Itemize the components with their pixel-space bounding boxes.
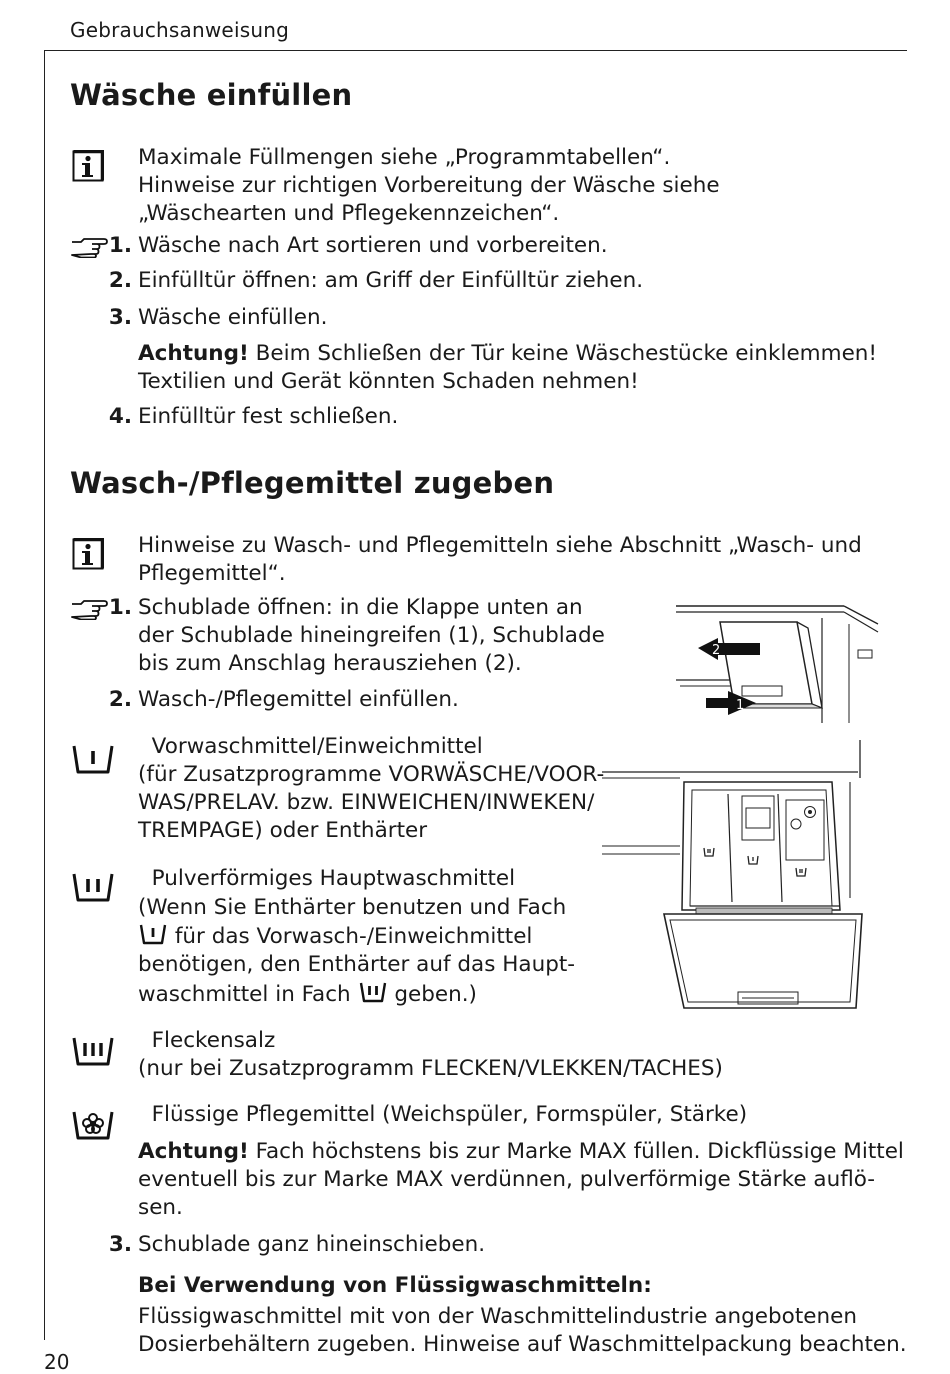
mainwash-title: Pulverförmiges Hauptwaschmittel xyxy=(151,866,516,891)
warning-line: Fach höchstens bis zur Marke MAX füllen. Dickflüssige Mittel xyxy=(248,1139,904,1164)
section-title-waschmittel-zugeben: Wasch-/Pflegemittel zugeben xyxy=(70,466,555,500)
step-number: 1. xyxy=(108,595,132,620)
info-icon xyxy=(72,538,104,570)
mainwash-text xyxy=(138,980,477,1010)
info-line: „Wäschearten und Pflegekennzeichen“. xyxy=(138,201,560,226)
info-line: Hinweise zu Wasch- und Pflegemitteln siehe Abschnitt „Wasch- und xyxy=(138,533,862,558)
info-line: Pflegemittel“. xyxy=(138,561,286,586)
step-number: 2. xyxy=(108,687,132,712)
section-title-waesche-einfuellen: Wäsche einfüllen xyxy=(70,78,353,112)
warning-line: Beim Schließen der Tür keine Wäschestücke einklemmen! xyxy=(248,341,878,366)
softener-warning xyxy=(138,1138,904,1167)
softener-flower-icon xyxy=(70,1108,116,1142)
mainwash-text xyxy=(138,922,532,952)
info-icon xyxy=(72,150,104,182)
softener-title: Flüssige Pflegemittel (Weichspüler, Formspüler, Stärke) xyxy=(151,1102,748,1127)
stain-text: (nur bei Zusatzprogramm FLECKEN/VLEKKEN/TACHES) xyxy=(138,1056,723,1081)
stain-salt-compartment-icon xyxy=(70,1034,116,1068)
step-text: Schublade ganz hineinschieben. xyxy=(138,1232,486,1257)
mainwash-text: benötigen, den Enthärter auf das Haupt- xyxy=(138,952,576,977)
prewash-text xyxy=(138,733,483,762)
softener-text xyxy=(138,1101,747,1130)
step-text: Einfülltür fest schließen. xyxy=(138,404,399,429)
mainwash-text: (Wenn Sie Enthärter benutzen und Fach xyxy=(138,895,567,920)
header-rule xyxy=(44,50,907,51)
prewash-text: (für Zusatzprogramme VORWÄSCHE/VOOR- xyxy=(138,762,605,787)
mainwash-line: für das Vorwasch-/Einweichmittel xyxy=(168,924,533,949)
warning-label: Achtung! xyxy=(138,1139,249,1164)
drawer-opening-illustration xyxy=(672,598,882,726)
step-text: Wäsche einfüllen. xyxy=(138,305,328,330)
step-number: 3. xyxy=(108,1232,132,1257)
prewash-title: Vorwaschmittel/Einweichmittel xyxy=(151,734,483,759)
softener-warning: eventuell bis zur Marke MAX verdünnen, pulverförmige Stärke auflö- xyxy=(138,1167,876,1192)
mainwash-text xyxy=(138,865,515,894)
prewash-text: WAS/PRELAV. bzw. EINWEICHEN/INWEKEN/ xyxy=(138,790,595,815)
liquid-detergent-text: Flüssigwaschmittel mit von der Waschmittelindustrie angebotenen xyxy=(138,1304,857,1329)
pointing-hand-icon xyxy=(70,236,108,258)
mainwash-line: waschmittel in Fach xyxy=(138,982,358,1007)
mainwash-compartment-icon xyxy=(358,980,388,1004)
step-text: Wäsche nach Art sortieren und vorbereiten. xyxy=(138,233,608,258)
prewash-compartment-icon xyxy=(138,922,168,946)
softener-warning: sen. xyxy=(138,1195,183,1220)
margin-rule xyxy=(44,50,45,1340)
step-number: 3. xyxy=(108,305,132,330)
prewash-compartment-icon xyxy=(70,742,116,776)
figure-label-1: 1 xyxy=(736,698,745,713)
page-number: 20 xyxy=(44,1350,70,1374)
liquid-detergent-heading: Bei Verwendung von Flüssigwaschmitteln: xyxy=(138,1273,652,1298)
step-number: 2. xyxy=(108,268,132,293)
step-text: Schublade öffnen: in die Klappe unten an xyxy=(138,595,583,620)
figure-label-2: 2 xyxy=(712,643,721,658)
warning-line: Textilien und Gerät könnten Schaden nehmen! xyxy=(138,369,639,394)
info-line: Maximale Füllmengen siehe „Programmtabellen“. xyxy=(138,145,671,170)
step-text: bis zum Anschlag herausziehen (2). xyxy=(138,651,522,676)
stain-text xyxy=(138,1027,275,1056)
info-line: Hinweise zur richtigen Vorbereitung der Wäsche siehe xyxy=(138,173,720,198)
prewash-text: TREMPAGE) oder Enthärter xyxy=(138,818,428,843)
step-text: Wasch-/Pflegemittel einfüllen. xyxy=(138,687,459,712)
running-header: Gebrauchsanweisung xyxy=(70,18,289,42)
mainwash-compartment-icon xyxy=(70,870,116,904)
pointing-hand-icon xyxy=(70,598,108,620)
liquid-detergent-text: Dosierbehältern zugeben. Hinweise auf Waschmittelpackung beachten. xyxy=(138,1332,907,1357)
stain-title: Fleckensalz xyxy=(151,1028,276,1053)
step-text: der Schublade hineingreifen (1), Schublade xyxy=(138,623,605,648)
step-number: 1. xyxy=(108,233,132,258)
mainwash-line: geben.) xyxy=(387,982,477,1007)
step-text: Einfülltür öffnen: am Griff der Einfülltür ziehen. xyxy=(138,268,644,293)
warning-text xyxy=(138,340,877,369)
detergent-drawer-illustration xyxy=(600,738,866,1012)
step-number: 4. xyxy=(108,404,132,429)
warning-label: Achtung! xyxy=(138,341,249,366)
